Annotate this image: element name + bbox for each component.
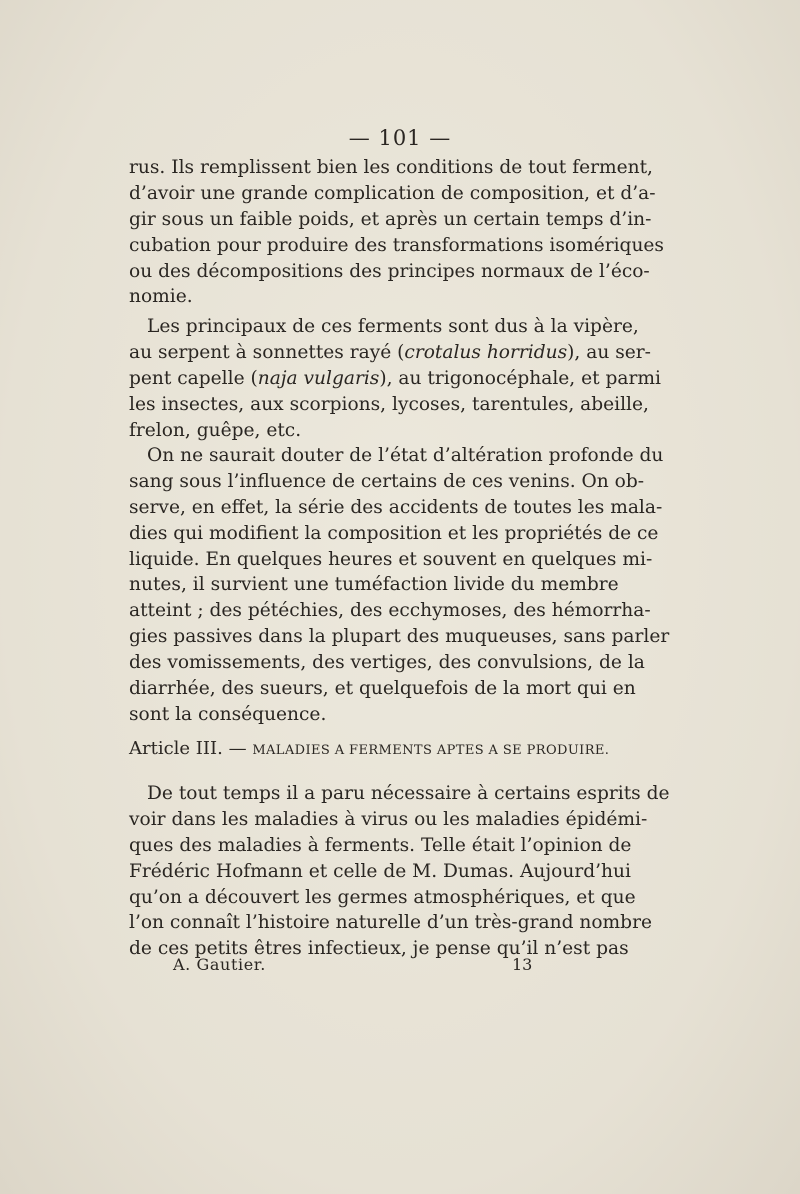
section-heading bbox=[129, 738, 610, 759]
text-line: l’on connaît l’histoire naturelle d’un très-grand nombre bbox=[129, 912, 652, 934]
text-line: voir dans les maladies à virus ou les maladies épidémi- bbox=[129, 808, 648, 830]
text-line: De tout temps il a paru nécessaire à certains esprits de bbox=[147, 783, 670, 804]
paragraph-1 bbox=[129, 155, 664, 310]
paragraph-3 bbox=[129, 443, 670, 728]
text-line: frelon, guêpe, etc. bbox=[129, 419, 302, 441]
text-line: liquide. En quelques heures et souvent en quelques mi- bbox=[129, 548, 653, 570]
text-line: diarrhée, des sueurs, et quelquefois de la mort qui en bbox=[129, 678, 636, 700]
text-line: atteint ; des pétéchies, des ecchymoses, des hémorrha- bbox=[129, 600, 651, 622]
text-line: qu’on a découvert les germes atmosphériques, et que bbox=[129, 886, 636, 908]
text-line: serve, en effet, la série des accidents de toutes les mala- bbox=[129, 496, 663, 518]
latin-name: naja vulgaris bbox=[257, 367, 380, 389]
text-line: dies qui modifient la composition et les propriétés de ce bbox=[129, 522, 659, 544]
heading-dash: — bbox=[222, 738, 253, 759]
text-line: nutes, il survient une tuméfaction livide du membre bbox=[129, 574, 619, 596]
page-number: — 101 — bbox=[348, 126, 452, 150]
text-line: des vomissements, des vertiges, des convulsions, de la bbox=[129, 652, 645, 674]
text-line: cubation pour produire des transformations isomériques bbox=[129, 234, 664, 256]
text-line: les insectes, aux scorpions, lycoses, tarentules, abeille, bbox=[129, 393, 649, 415]
heading-prefix: Article III. bbox=[129, 738, 223, 759]
heading-title: MALADIES A FERMENTS APTES A SE PRODUIRE. bbox=[252, 743, 610, 758]
text-line: de ces petits êtres infectieux, je pense qu’il n’est pas bbox=[129, 938, 629, 960]
paragraph-2 bbox=[129, 314, 661, 443]
text-line: gies passives dans la plupart des muqueuses, sans parler bbox=[129, 626, 670, 648]
signature-mark: 13 bbox=[512, 955, 533, 974]
text-line: sont la conséquence. bbox=[129, 703, 327, 725]
text-line: d’avoir une grande complication de composition, et d’a- bbox=[129, 182, 656, 204]
text-line: On ne saurait douter de l’état d’altération profonde du bbox=[147, 445, 664, 466]
text-line: gir sous un faible poids, et après un certain temps d’in- bbox=[129, 208, 652, 230]
latin-name: crotalus horridus bbox=[404, 341, 568, 363]
text-line: nomie. bbox=[129, 286, 193, 308]
footer-author: A. Gautier. bbox=[173, 955, 266, 974]
text-line: ou des décompositions des principes normaux de l’éco- bbox=[129, 260, 650, 282]
text-line: rus. Ils remplissent bien les conditions de tout ferment, bbox=[129, 157, 653, 178]
text-line: au serpent à sonnettes rayé (crotalus horridus), au ser- bbox=[129, 341, 651, 363]
text-line: Frédéric Hofmann et celle de M. Dumas. Aujourd’hui bbox=[129, 860, 631, 882]
text-line: sang sous l’influence de certains de ces venins. On ob- bbox=[129, 470, 645, 492]
text-line: Les principaux de ces ferments sont dus à la vipère, bbox=[147, 316, 639, 337]
text-line: pent capelle (naja vulgaris), au trigonocéphale, et parmi bbox=[129, 367, 661, 389]
paragraph-4 bbox=[129, 781, 670, 962]
text-line: ques des maladies à ferments. Telle était l’opinion de bbox=[129, 834, 632, 856]
